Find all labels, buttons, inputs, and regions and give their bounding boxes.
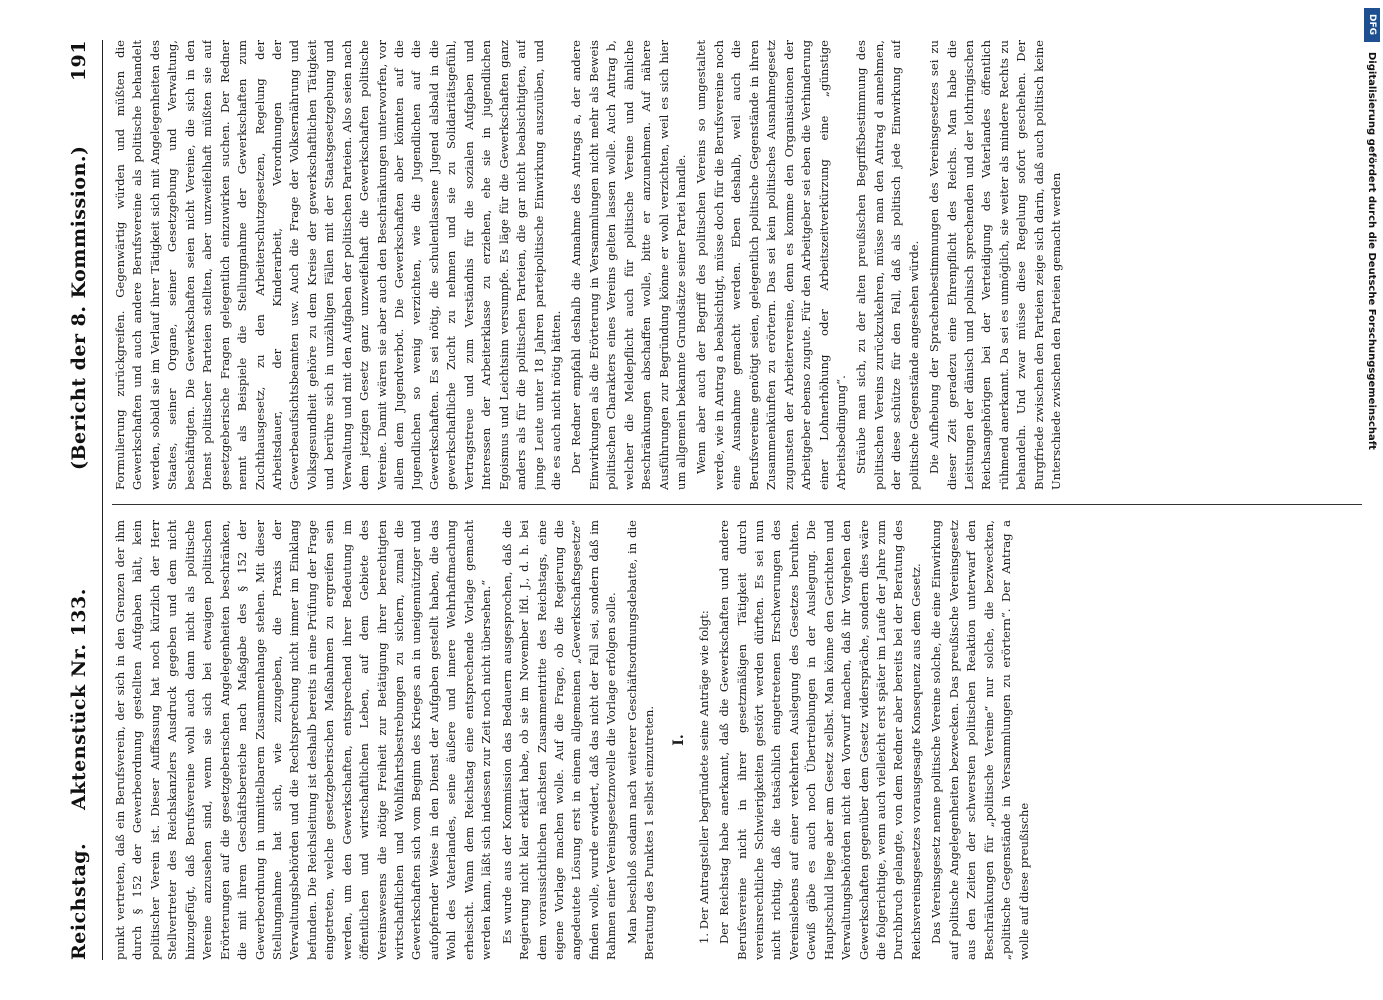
page-number: 191 bbox=[68, 40, 90, 82]
digitization-sidebar bbox=[1364, 8, 1380, 988]
left-paragraph-1: punkt vertreten, daß ein Berufsverein, der sich in den Grenzen der ihm durch § 152 der Gewerbeordnung gestellten Aufgaben hält, kein politischer Verein ist. Dieser Auffassung hat noch kürzlich der Herr Stellvertreter des Reichskanzlers Ausdruck gegeben und dem nicht hinzugefügt, daß Berufsvereine wohl auch dann nicht als politische Vereine anzusehen sind, wenn sie sich bei etwaigen politischen Erörterungen auf die gesetzgeberischen Angelegenheiten beschränken, die mit ihrem Geschäftsbereiche nach Maßgabe des § 152 der Gewerbeordnung in unmittelbarem Zusammenhange stehen. Mit dieser Stellungnahme hat sich, wie zuzugeben, die Praxis der Verwaltungsbehörden und die Rechtsprechung nicht immer im Einklang befunden. Die Reichsleitung ist deshalb bereits in eine Prüfung der Frage eingetreten, welche gesetzgeberischen Maßnahmen zu ergreifen sein werden, um den Gewerkschaften, entsprechend ihrer Bedeutung im öffentlichen und wirtschaftlichen Leben, auf dem Gebiete des Vereinswesens die nötige Freiheit zur Betätigung ihrer berechtigten wirtschaftlichen und Wohlfahrtsbestrebungen zu sichern, zumal die Gewerkschaften sich vom Beginn des Krieges an in uneigennütziger und aufopfernder Weise in den Dienst der Aufgaben gestellt haben, die das Wohl des Vaterlandes, seine äußere und innere Wehrhaftmachung erheischt. Wann dem Reichstag eine entsprechende Vorlage gemacht werden kann, läßt sich indessen zur Zeit noch nicht übersehen.“ bbox=[113, 520, 494, 960]
right-paragraph-5: Die Aufhebung der Sprachenbestimmungen des Vereinsgesetzes sei zu dieser Zeit geradezu eine Ehrenpflicht des Reichs. Man habe die Leistungen der dänisch und polnisch sprechenden und der lothringischen Reichsangehörigen bei der Verteidigung des Vaterlandes öffentlich rühmend anerkannt. Da sei es unmöglich, sie weiter als mindere Rechts zu behandeln. Und zwar müsse diese Regelung sofort geschehen. Der Burgfriede zwischen den Parteien zeige sich darin, daß auch politisch keine Unterschiede zwischen den Parteien gemacht werden bbox=[927, 40, 1064, 490]
right-paragraph-3: Wenn aber auch der Begriff des politischen Vereins so umgestaltet werde, wie in Antrag a beabsichtigt, müsse doch für die Berufsvereine noch eine Ausnahme gemacht werden. Eben deshalb, weil auch die Berufsvereine genötigt seien, gelegentlich politische Gegenstände in ihren Zusammenkünften zu erörtern. Das sei kein politisches Ausnahmegesetz zugunsten der Arbeitervereine, denn es komme den Organisationen der Arbeitgeber ebenso zugute. Für den Arbeitgeber sei eben die Verhinderung einer Lohnerhöhung oder Arbeitszeitverkürzung eine „günstige Arbeitsbedingung“. bbox=[694, 40, 848, 490]
column-divider bbox=[112, 504, 1362, 505]
document-page bbox=[60, 40, 1372, 960]
digitization-note: Digitalisierung gefördert durch die Deutsche Forschungsgemeinschaft bbox=[1366, 52, 1377, 450]
header-left-title: Aktenstück Nr. 133. bbox=[68, 588, 90, 810]
header-reichstag: Reichstag. bbox=[68, 842, 90, 960]
left-column bbox=[112, 520, 1362, 960]
left-paragraph-2: Es wurde aus der Kommission das Bedauern ausgesprochen, daß die Regierung nicht klar erklärt habe, ob sie im November lfd. J., d. h. bei dem voraussichtlichen nächsten Zusammentritte des Reichstags, eine eigene Vorlage machen wolle. Auf die Frage, ob die Regierung die angedeutete Lösung erst in einem allgemeinen „Gewerkschaftsgesetze“ finden wolle, wurde erwidert, daß das nicht der Fall sei, sondern daß im Rahmen einer Vereinsgesetznovelle die Vorlage erfolgen solle. bbox=[499, 520, 619, 960]
header-right-title: (Bericht der 8. Kommission.) bbox=[68, 145, 90, 470]
left-paragraph-6: Das Vereinsgesetz nenne politische Vereine solche, die eine Einwirkung auf politische Angelegenheiten bezwecken. Das preußische Vereinsgesetz aus den Zeiten der schwersten politischen Reaktion unterwarf den Beschränkungen für „politische Vereine“ nur solche, die bezweckten, „politische Gegenstände in Versammlungen zu erörtern“. Der Antrag a wolle auf diese preußische bbox=[929, 520, 1031, 960]
left-paragraph-3: Man beschloß sodann nach weiterer Geschäftsordnungsdebatte, in die Beratung des Punktes 1 selbst einzutreten. bbox=[624, 520, 657, 960]
section-heading: I. bbox=[670, 734, 687, 746]
left-paragraph-5: Der Reichstag habe anerkannt, daß die Gewerkschaften und andere Berufsvereine nicht in ihrer gesetzmäßigen Tätigkeit durch vereinsrechtliche Schwierigkeiten gestört werden dürften. Es sei nun nicht richtig, daß die tatsächlich eingetretenen Erschwerungen des Vereinslebens auf einer verkehrten Auslegung des Gesetzes beruhten. Gewiß gäbe es auch noch Übertreibungen in der Auslegung. Die Hauptschuld liege aber am Gesetz selbst. Man könne den Gerichten und Verwaltungsbehörden nicht den Vorwurf machen, daß ihr Vorgehen den Gewerkschaften gegenüber dem Gesetz widerspräche, sondern dies wäre die folgerichtige, wenn auch vielleicht erst später im Laufe der Jahre zum Durchbruch gelangte, von dem Redner aber bereits bei der Beratung des Reichsvereinsgesetzes vorausgesagte Konsequenz aus dem Gesetz. bbox=[717, 520, 923, 960]
dfg-logo: DFG bbox=[1364, 8, 1380, 42]
right-paragraph-4: Sträube man sich, zu der alten preußischen Begriffsbestimmung des politischen Vereins zurückzukehren, müsse man den Antrag d annehmen, der diese schütze für den Fall, daß als politisch jede Einwirkung auf politische Gegenstände angesehen würde. bbox=[854, 40, 921, 490]
right-paragraph-2: Der Redner empfahl deshalb die Annahme des Antrags a, der andere Einwirkungen als die Erörterung in Versammlungen nicht mehr als Beweis politischen Charakters eines Vereins gelten lassen wolle. Auch Antrag b, welcher die Meldepflicht auch für politische Vereine und ähnliche Beschränkungen abschaffen wolle, bitte er anzunehmen. Auf nähere Ausführungen zur Begründung könne er wohl verzichten, weil es sich hier um allgemein bekannte Grundsätze seiner Partei handle. bbox=[569, 40, 688, 490]
left-paragraph-4: 1. Der Antragsteller begründete seine Anträge wie folgt: bbox=[696, 610, 711, 944]
right-paragraph-1: Formulierung zurückgreifen. Gegenwärtig würden und müßten die Gewerkschaften und auch andere Berufsvereine als politische behandelt werden, sobald sie im Verlauf ihrer Tätigkeit sich mit Angelegenheiten des Staates, seiner Organe, seiner Gesetzgebung und Verwaltung, beschäftigten. Die Gewerkschaften seien nicht Vereine, die sich in den Dienst politischer Parteien stellten, aber unzweifelhaft müßten sie auf gesetzgeberische Fragen gelegentlich einzuwirken suchen. Der Redner nennt als Beispiele die Stellungnahme der Gewerkschaften zum Zuchthausgesetz, zu den Arbeiterschutzgesetzen, Regelung der Arbeitsdauer, der Kinderarbeit, Verordnungen der Gewerbeaufsichtsbeamten usw. Auch die Frage der Volksernährung und Volksgesundheit gehöre zu dem Kreise der gewerkschaftlichen Tätigkeit und berühre sich in unzähligen Fällen mit der Staatsgesetzgebung und Verwaltung und mit den Aufgaben der politischen Parteien. Also seien nach dem jetzigen Gesetz ganz unzweifelhaft die Gewerkschaften politische Vereine. Damit wären sie aber auch den Beschränkungen unterworfen, vor allem dem Jugendverbot. Die Gewerkschaften aber könnten auf die Jugendlichen so wenig verzichten, wie die Jugendlichen auf die Gewerkschaften. Es sei nötig, die schulentlassene Jugend alsbald in die gewerkschaftliche Zucht zu nehmen und sie zu Solidaritätsgefühl, Vertragstreue und zum Verständnis für die sozialen Aufgaben und Interessen der Arbeiterklasse zu erziehen, ehe sie in jugendlichen Egoismus und Leichtsinn versumpfe. Es läge für die Gewerkschaften ganz anders als für die politischen Parteien, die gar nicht beabsichtigten, auf junge Leute unter 18 Jahren parteipolitische Einwirkung auszuüben, und die es auch nicht nötig hätten. bbox=[113, 40, 563, 490]
header-rule bbox=[102, 40, 103, 960]
right-column bbox=[112, 40, 1362, 490]
page-header bbox=[60, 40, 100, 960]
